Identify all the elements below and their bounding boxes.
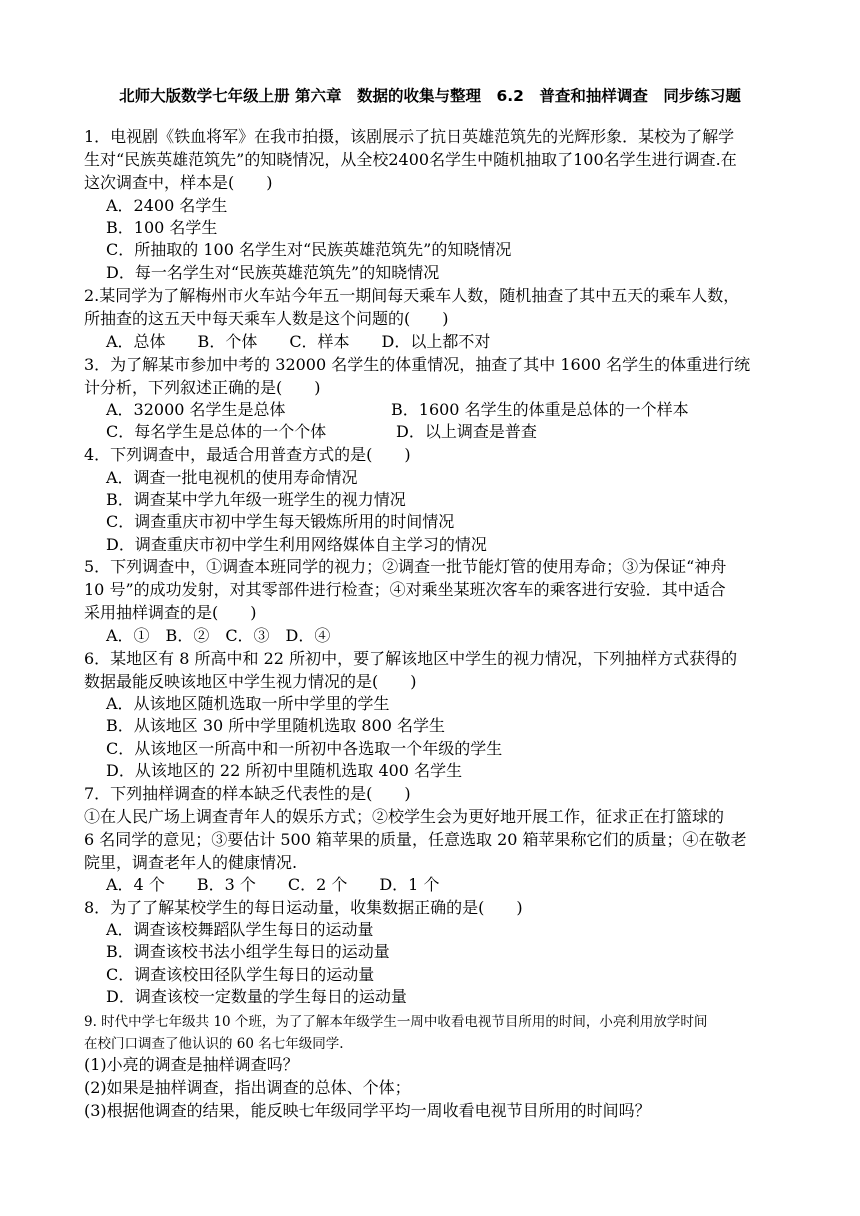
- q1-stem-line-1: 1．电视剧《铁血将军》在我市拍摄，该剧展示了抗日英雄范筑先的光辉形象．某校为了解学: [84, 127, 735, 146]
- q3-options-row-2: [106, 421, 806, 443]
- q8-option-a: A．调查该校舞蹈队学生每日的运动量: [106, 920, 374, 939]
- q2-options: A．总体 B．个体 C．样本 D．以上都不对: [106, 332, 491, 351]
- q8-option-c: C．调查该校田径队学生每日的运动量: [106, 965, 375, 984]
- q5-stem-line-1: 5．下列调查中，①调查本班同学的视力；②调查一批节能灯管的使用寿命；③为保证“神舟: [84, 557, 727, 576]
- q3-stem-line-2: 计分析，下列叙述正确的是( ): [84, 378, 321, 397]
- q8-stem-line-1: 8．为了了解某校学生的每日运动量，收集数据正确的是( ): [84, 898, 523, 917]
- q4-option-b: B．调查某中学九年级一班学生的视力情况: [106, 490, 406, 509]
- q6-option-b: B．从该地区 30 所中学里随机选取 800 名学生: [106, 716, 446, 735]
- q1-option-d: D．每一名学生对“民族英雄范筑先”的知晓情况: [106, 263, 440, 282]
- q8-option-d: D．调查该校一定数量的学生每日的运动量: [106, 987, 407, 1006]
- q6-stem-line-1: 6．某地区有 8 所高中和 22 所初中，要了解该地区中学生的视力情况，下列抽样方式获得的: [84, 649, 738, 668]
- q1-option-a: A．2400 名学生: [106, 196, 228, 215]
- page-title: 北师大版数学七年级上册 第六章 数据的收集与整理 6.2 普查和抽样调查 同步练习题: [119, 87, 741, 105]
- q6-option-d: D．从该地区的 22 所初中里随机选取 400 名学生: [106, 761, 463, 780]
- q6-option-a: A．从该地区随机选取一所中学里的学生: [106, 694, 390, 713]
- q2-stem-line-2: 所抽查的这五天中每天乘车人数是这个问题的( ): [84, 309, 449, 328]
- q1-stem-line-2: 生对“民族英雄范筑先”的知晓情况，从全校2400名学生中随机抽取了100名学生进行调查.在: [84, 150, 737, 169]
- q3-options-row-1: [106, 399, 806, 421]
- q3-option-b: B．1600 名学生的体重是总体的一个样本: [391, 400, 689, 419]
- q8-option-b: B．调查该校书法小组学生每日的运动量: [106, 942, 390, 961]
- q6-option-c: C．从该地区一所高中和一所初中各选取一个年级的学生: [106, 739, 503, 758]
- q1-option-c: C．所抽取的 100 名学生对“民族英雄范筑先”的知晓情况: [106, 240, 512, 259]
- q9-part-1: (1)小亮的调查是抽样调查吗？: [84, 1055, 299, 1074]
- q3-stem-line-1: 3．为了解某市参加中考的 32000 名学生的体重情况，抽查了其中 1600 名学生的体重进行统: [84, 355, 751, 374]
- q9-part-2: (2)如果是抽样调查，指出调查的总体、个体；: [84, 1078, 411, 1097]
- q7-stem-line-1: 7．下列抽样调查的样本缺乏代表性的是( ): [84, 784, 411, 803]
- q4-option-d: D．调查重庆市初中学生利用网络媒体自主学习的情况: [106, 535, 487, 554]
- q7-stem-line-4: 院里，调查老年人的健康情况.: [84, 853, 298, 872]
- q7-stem-line-2: ①在人民广场上调查青年人的娱乐方式；②校学生会为更好地开展工作，征求正在打篮球的: [84, 807, 725, 826]
- q5-options: A．① B．② C．③ D．④: [106, 626, 331, 645]
- q3-option-d: D．以上调查是普查: [396, 422, 537, 441]
- q3-option-a: A．32000 名学生是总体: [106, 400, 286, 419]
- q9-part-3: (3)根据他调查的结果，能反映七年级同学平均一周收看电视节目所用的时间吗？: [84, 1101, 651, 1120]
- q3-option-c: C．每名学生是总体的一个个体: [106, 422, 327, 441]
- q4-stem-line-1: 4．下列调查中，最适合用普查方式的是( ): [84, 445, 411, 464]
- q1-stem-line-3: 这次调查中，样本是( ): [84, 173, 273, 192]
- q7-options: A．4 个 B．3 个 C．2 个 D．1 个: [106, 875, 440, 894]
- q9-stem-line-2: 在校门口调查了他认识的 60 名七年级同学.: [84, 1036, 344, 1052]
- q4-option-c: C．调查重庆市初中学生每天锻炼所用的时间情况: [106, 512, 455, 531]
- q5-stem-line-2: 10 号”的成功发射，对其零部件进行检查；④对乘坐某班次客车的乘客进行安验．其中适合: [84, 580, 726, 599]
- q9-stem-line-1: 9. 时代中学七年级共 10 个班，为了了解本年级学生一周中收看电视节目所用的时间，小亮利用放学时间: [84, 1014, 708, 1030]
- q6-stem-line-2: 数据最能反映该地区中学生视力情况的是( ): [84, 672, 417, 691]
- q1-option-b: B．100 名学生: [106, 218, 218, 237]
- q7-stem-line-3: 6 名同学的意见；③要估计 500 箱苹果的质量，任意选取 20 箱苹果称它们的质量；④在敬老: [84, 830, 747, 849]
- q2-stem-line-1: 2.某同学为了解梅州市火车站今年五一期间每天乘车人数，随机抽查了其中五天的乘车人数，: [84, 286, 740, 305]
- q5-stem-line-3: 采用抽样调查的是( ): [84, 603, 257, 622]
- q4-option-a: A．调查一批电视机的使用寿命情况: [106, 468, 358, 487]
